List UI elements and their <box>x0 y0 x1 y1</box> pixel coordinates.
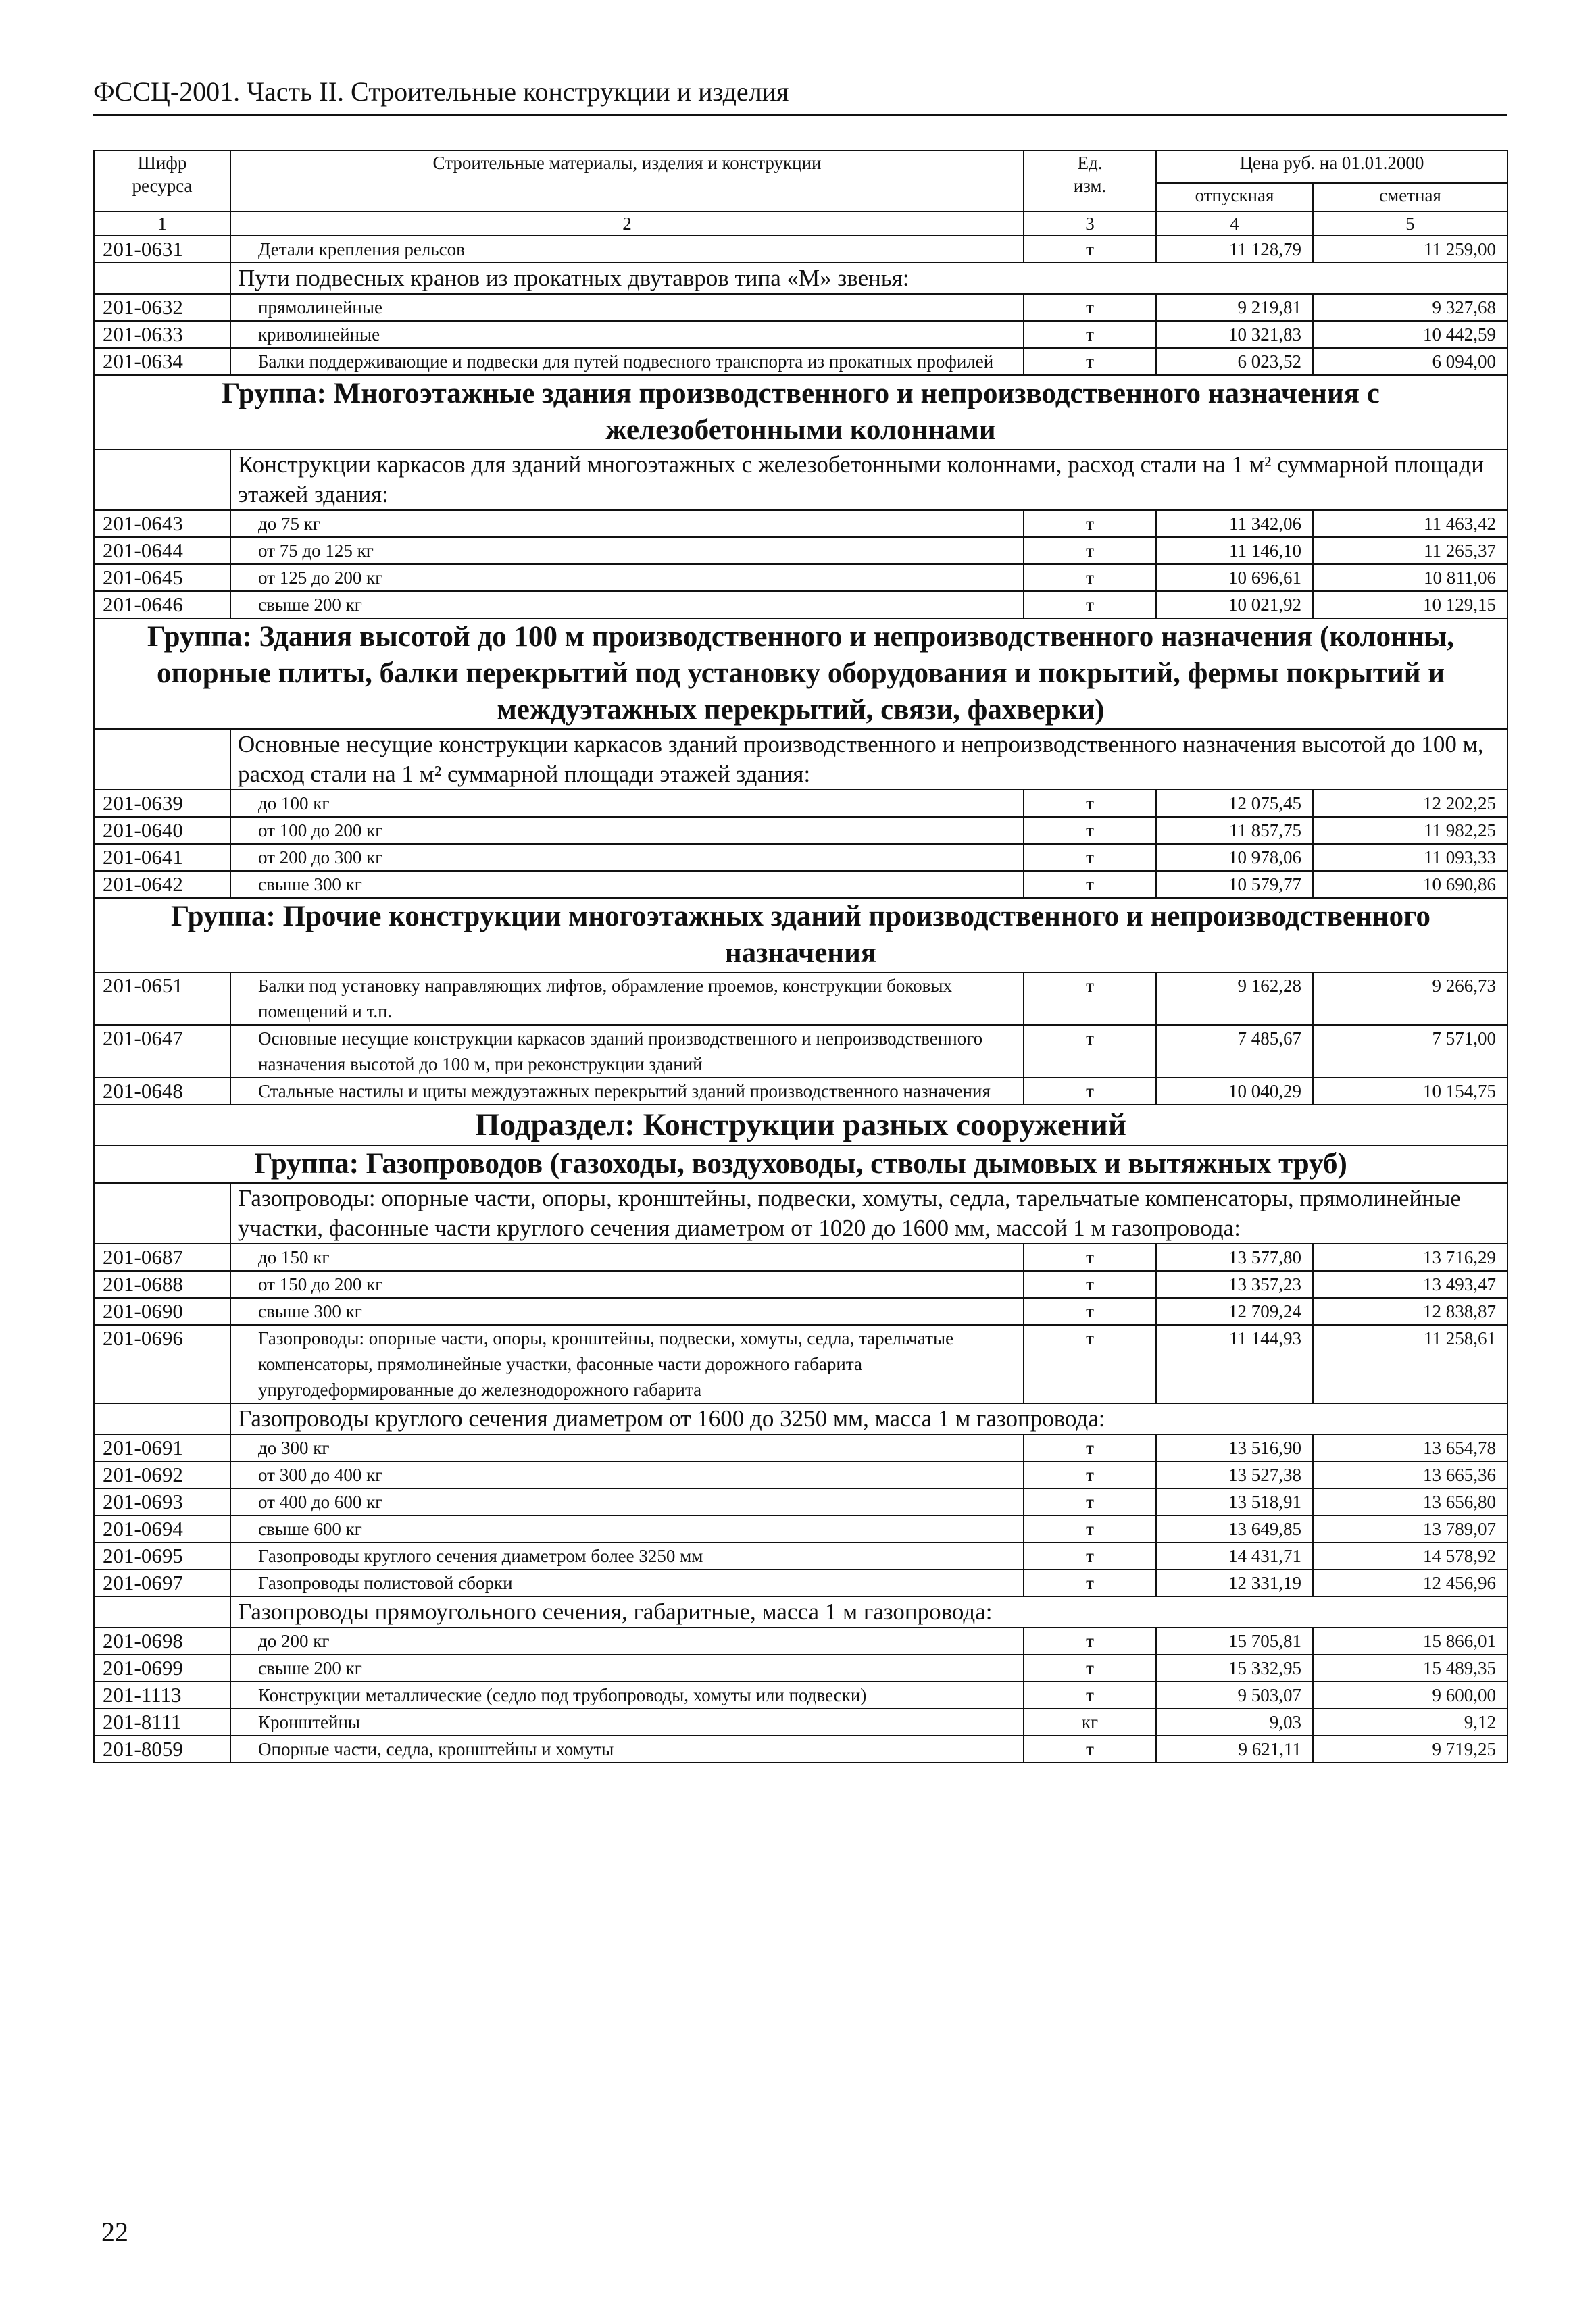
table-row <box>94 564 1507 591</box>
estimate-price: 11 093,33 <box>1313 844 1507 871</box>
unit: т <box>1024 1488 1156 1515</box>
table-row <box>94 1434 1507 1461</box>
unit: т <box>1024 348 1156 375</box>
release-price: 11 144,93 <box>1156 1325 1313 1403</box>
resource-code: 201-0645 <box>94 564 230 591</box>
resource-code: 201-0687 <box>94 1244 230 1271</box>
table-row <box>94 1709 1507 1736</box>
item-name: от 300 до 400 кг <box>230 1461 1024 1488</box>
release-price: 9,03 <box>1156 1709 1313 1736</box>
estimate-price: 11 258,61 <box>1313 1325 1507 1403</box>
release-price: 7 485,67 <box>1156 1025 1313 1078</box>
unit: т <box>1024 844 1156 871</box>
resource-code: 201-0641 <box>94 844 230 871</box>
caption-code-cell <box>94 1596 230 1628</box>
estimate-price: 13 654,78 <box>1313 1434 1507 1461</box>
table-row <box>94 1244 1507 1271</box>
table-row <box>94 294 1507 321</box>
release-price: 10 021,92 <box>1156 591 1313 618</box>
release-price: 14 431,71 <box>1156 1542 1313 1569</box>
subsection-heading-row <box>94 1105 1507 1145</box>
item-name: Газопроводы: опорные части, опоры, кронштейны, подвески, хомуты, седла, тарельчатые компенсаторы, прямолинейные участки, фасонные части дорожного габарита упругодеформированные до железнодорожного габарита <box>230 1325 1024 1403</box>
item-name: до 200 кг <box>230 1628 1024 1655</box>
header-price: Цена руб. на 01.01.2000 <box>1156 151 1507 183</box>
resource-code: 201-0696 <box>94 1325 230 1403</box>
item-name: прямолинейные <box>230 294 1024 321</box>
table-column-numbers <box>94 211 1507 236</box>
header-unit-line1: Ед. <box>1077 153 1103 173</box>
estimate-price: 10 690,86 <box>1313 871 1507 898</box>
unit: т <box>1024 790 1156 817</box>
table-row <box>94 1682 1507 1709</box>
release-price: 13 516,90 <box>1156 1434 1313 1461</box>
subsection-heading: Подраздел: Конструкции разных сооружений <box>94 1105 1507 1145</box>
group-heading-row <box>94 1145 1507 1183</box>
header-name: Строительные материалы, изделия и конструкции <box>230 151 1024 211</box>
release-price: 15 332,95 <box>1156 1655 1313 1682</box>
release-price: 15 705,81 <box>1156 1628 1313 1655</box>
estimate-price: 10 811,06 <box>1313 564 1507 591</box>
caption-row <box>94 263 1507 294</box>
resource-code: 201-0640 <box>94 817 230 844</box>
table-row <box>94 1542 1507 1569</box>
group-heading-row <box>94 618 1507 729</box>
release-price: 11 128,79 <box>1156 236 1313 263</box>
item-name: до 300 кг <box>230 1434 1024 1461</box>
estimate-price: 11 265,37 <box>1313 537 1507 564</box>
resource-code: 201-0648 <box>94 1078 230 1105</box>
estimate-price: 13 716,29 <box>1313 1244 1507 1271</box>
resource-code: 201-0698 <box>94 1628 230 1655</box>
table-row <box>94 844 1507 871</box>
estimate-price: 11 463,42 <box>1313 510 1507 537</box>
unit: т <box>1024 236 1156 263</box>
resource-code: 201-0691 <box>94 1434 230 1461</box>
resource-code: 201-0647 <box>94 1025 230 1078</box>
group-heading-row <box>94 375 1507 449</box>
unit: т <box>1024 1244 1156 1271</box>
header-unit <box>1024 151 1156 211</box>
resource-code: 201-0690 <box>94 1298 230 1325</box>
item-name: Детали крепления рельсов <box>230 236 1024 263</box>
estimate-price: 15 866,01 <box>1313 1628 1507 1655</box>
release-price: 12 075,45 <box>1156 790 1313 817</box>
column-number-5: 5 <box>1313 211 1507 236</box>
table-row <box>94 790 1507 817</box>
item-name: Газопроводы круглого сечения диаметром более 3250 мм <box>230 1542 1024 1569</box>
resource-code: 201-0688 <box>94 1271 230 1298</box>
item-name: Стальные настилы и щиты междуэтажных перекрытий зданий производственного назначения <box>230 1078 1024 1105</box>
item-name: Балки под установку направляющих лифтов, обрамление проемов, конструкции боковых помещений и т.п. <box>230 972 1024 1025</box>
release-price: 13 577,80 <box>1156 1244 1313 1271</box>
estimate-price: 9 600,00 <box>1313 1682 1507 1709</box>
caption-text: Газопроводы прямоугольного сечения, габаритные, масса 1 м газопровода: <box>230 1596 1507 1628</box>
table-row <box>94 1569 1507 1596</box>
release-price: 10 040,29 <box>1156 1078 1313 1105</box>
estimate-price: 13 789,07 <box>1313 1515 1507 1542</box>
item-name: от 200 до 300 кг <box>230 844 1024 871</box>
release-price: 13 527,38 <box>1156 1461 1313 1488</box>
resource-code: 201-0634 <box>94 348 230 375</box>
caption-row <box>94 1183 1507 1244</box>
resource-code: 201-0643 <box>94 510 230 537</box>
release-price: 10 978,06 <box>1156 844 1313 871</box>
resource-code: 201-0694 <box>94 1515 230 1542</box>
unit: т <box>1024 1569 1156 1596</box>
item-name: Газопроводы полистовой сборки <box>230 1569 1024 1596</box>
table-row <box>94 871 1507 898</box>
price-table <box>93 150 1508 1763</box>
unit: т <box>1024 564 1156 591</box>
item-name: Основные несущие конструкции каркасов зданий производственного и непроизводственного назначения высотой до 100 м, при реконструкции зданий <box>230 1025 1024 1078</box>
resource-code: 201-0651 <box>94 972 230 1025</box>
release-price: 11 342,06 <box>1156 510 1313 537</box>
item-name: от 400 до 600 кг <box>230 1488 1024 1515</box>
unit: т <box>1024 1655 1156 1682</box>
item-name: от 150 до 200 кг <box>230 1271 1024 1298</box>
table-row <box>94 1655 1507 1682</box>
table-row <box>94 510 1507 537</box>
group-heading: Группа: Многоэтажные здания производственного и непроизводственного назначения с железобетонными колоннами <box>94 375 1507 449</box>
estimate-price: 11 982,25 <box>1313 817 1507 844</box>
item-name: от 100 до 200 кг <box>230 817 1024 844</box>
table-row <box>94 972 1507 1025</box>
resource-code: 201-0644 <box>94 537 230 564</box>
item-name: до 150 кг <box>230 1244 1024 1271</box>
release-price: 9 503,07 <box>1156 1682 1313 1709</box>
table-row <box>94 1736 1507 1763</box>
estimate-price: 13 493,47 <box>1313 1271 1507 1298</box>
caption-text: Основные несущие конструкции каркасов зданий производственного и непроизводственного назначения высотой до 100 м, расход стали на 1 м² суммарной площади этажей здания: <box>230 729 1507 790</box>
table-row <box>94 1515 1507 1542</box>
header-release: отпускная <box>1156 183 1313 211</box>
caption-row <box>94 1596 1507 1628</box>
caption-code-cell <box>94 449 230 510</box>
resource-code: 201-0697 <box>94 1569 230 1596</box>
estimate-price: 11 259,00 <box>1313 236 1507 263</box>
table-row <box>94 1461 1507 1488</box>
group-heading: Группа: Газопроводов (газоходы, воздуховоды, стволы дымовых и вытяжных труб) <box>94 1145 1507 1183</box>
release-price: 10 696,61 <box>1156 564 1313 591</box>
group-heading: Группа: Прочие конструкции многоэтажных зданий производственного и непроизводственного назначения <box>94 898 1507 972</box>
table-header-row <box>94 151 1507 183</box>
estimate-price: 15 489,35 <box>1313 1655 1507 1682</box>
resource-code: 201-0646 <box>94 591 230 618</box>
caption-code-cell <box>94 1183 230 1244</box>
release-price: 11 857,75 <box>1156 817 1313 844</box>
unit: т <box>1024 591 1156 618</box>
table-row <box>94 348 1507 375</box>
column-number-3: 3 <box>1024 211 1156 236</box>
table-row <box>94 1628 1507 1655</box>
resource-code: 201-0692 <box>94 1461 230 1488</box>
estimate-price: 9 266,73 <box>1313 972 1507 1025</box>
item-name: криволинейные <box>230 321 1024 348</box>
unit: т <box>1024 1434 1156 1461</box>
resource-code: 201-0693 <box>94 1488 230 1515</box>
table-row <box>94 1488 1507 1515</box>
estimate-price: 14 578,92 <box>1313 1542 1507 1569</box>
caption-row <box>94 729 1507 790</box>
header-unit-line2: изм. <box>1073 176 1107 196</box>
unit: т <box>1024 871 1156 898</box>
table-row <box>94 537 1507 564</box>
header-code-line2: ресурса <box>132 176 193 196</box>
estimate-price: 9 719,25 <box>1313 1736 1507 1763</box>
caption-text: Газопроводы: опорные части, опоры, кронштейны, подвески, хомуты, седла, тарельчатые компенсаторы, прямолинейные участки, фасонные части круглого сечения диаметром от 1020 до 1600 мм, массой 1 м газопровода: <box>230 1183 1507 1244</box>
item-name: Конструкции металлические (седло под трубопроводы, хомуты или подвески) <box>230 1682 1024 1709</box>
caption-text: Конструкции каркасов для зданий многоэтажных с железобетонными колоннами, расход стали на 1 м² суммарной площади этажей здания: <box>230 449 1507 510</box>
release-price: 13 518,91 <box>1156 1488 1313 1515</box>
item-name: Кронштейны <box>230 1709 1024 1736</box>
unit: т <box>1024 1325 1156 1403</box>
column-number-1: 1 <box>94 211 230 236</box>
caption-row <box>94 1403 1507 1434</box>
estimate-price: 7 571,00 <box>1313 1025 1507 1078</box>
unit: т <box>1024 1025 1156 1078</box>
item-name: до 100 кг <box>230 790 1024 817</box>
group-heading: Группа: Здания высотой до 100 м производственного и непроизводственного назначения (колонны, опорные плиты, балки перекрытий под установку оборудования и покрытий, фермы покрытий и междуэтажных перекрытий, связи, фахверки) <box>94 618 1507 729</box>
item-name: свыше 200 кг <box>230 1655 1024 1682</box>
caption-code-cell <box>94 1403 230 1434</box>
release-price: 13 649,85 <box>1156 1515 1313 1542</box>
unit: т <box>1024 1736 1156 1763</box>
table-row <box>94 1078 1507 1105</box>
caption-code-cell <box>94 729 230 790</box>
caption-text: Газопроводы круглого сечения диаметром от 1600 до 3250 мм, масса 1 м газопровода: <box>230 1403 1507 1434</box>
item-name: Балки поддерживающие и подвески для путей подвесного транспорта из прокатных профилей <box>230 348 1024 375</box>
estimate-price: 6 094,00 <box>1313 348 1507 375</box>
release-price: 12 709,24 <box>1156 1298 1313 1325</box>
unit: т <box>1024 1078 1156 1105</box>
estimate-price: 12 456,96 <box>1313 1569 1507 1596</box>
unit: т <box>1024 1298 1156 1325</box>
group-heading-row <box>94 898 1507 972</box>
resource-code: 201-8111 <box>94 1709 230 1736</box>
estimate-price: 12 838,87 <box>1313 1298 1507 1325</box>
estimate-price: 12 202,25 <box>1313 790 1507 817</box>
caption-code-cell <box>94 263 230 294</box>
item-name: свыше 300 кг <box>230 871 1024 898</box>
table-row <box>94 1025 1507 1078</box>
estimate-price: 10 442,59 <box>1313 321 1507 348</box>
item-name: свыше 200 кг <box>230 591 1024 618</box>
unit: т <box>1024 321 1156 348</box>
release-price: 9 162,28 <box>1156 972 1313 1025</box>
header-estimate: сметная <box>1313 183 1507 211</box>
page-header: ФССЦ-2001. Часть II. Строительные конструкции и изделия <box>93 76 1507 116</box>
estimate-price: 13 656,80 <box>1313 1488 1507 1515</box>
unit: т <box>1024 1271 1156 1298</box>
header-code <box>94 151 230 211</box>
unit: кг <box>1024 1709 1156 1736</box>
item-name: до 75 кг <box>230 510 1024 537</box>
resource-code: 201-0632 <box>94 294 230 321</box>
estimate-price: 10 129,15 <box>1313 591 1507 618</box>
resource-code: 201-0699 <box>94 1655 230 1682</box>
unit: т <box>1024 1682 1156 1709</box>
release-price: 10 579,77 <box>1156 871 1313 898</box>
resource-code: 201-0631 <box>94 236 230 263</box>
release-price: 12 331,19 <box>1156 1569 1313 1596</box>
release-price: 6 023,52 <box>1156 348 1313 375</box>
caption-row <box>94 449 1507 510</box>
resource-code: 201-0639 <box>94 790 230 817</box>
estimate-price: 13 665,36 <box>1313 1461 1507 1488</box>
caption-text: Пути подвесных кранов из прокатных двутавров типа «М» звенья: <box>230 263 1507 294</box>
unit: т <box>1024 1461 1156 1488</box>
header-code-line1: Шифр <box>137 153 187 173</box>
release-price: 9 621,11 <box>1156 1736 1313 1763</box>
table-row <box>94 1325 1507 1403</box>
unit: т <box>1024 1628 1156 1655</box>
estimate-price: 10 154,75 <box>1313 1078 1507 1105</box>
item-name: Опорные части, седла, кронштейны и хомуты <box>230 1736 1024 1763</box>
table-row <box>94 321 1507 348</box>
release-price: 10 321,83 <box>1156 321 1313 348</box>
table-row <box>94 1298 1507 1325</box>
item-name: от 125 до 200 кг <box>230 564 1024 591</box>
page-number: 22 <box>101 2217 128 2247</box>
estimate-price: 9,12 <box>1313 1709 1507 1736</box>
release-price: 11 146,10 <box>1156 537 1313 564</box>
resource-code: 201-8059 <box>94 1736 230 1763</box>
release-price: 13 357,23 <box>1156 1271 1313 1298</box>
unit: т <box>1024 510 1156 537</box>
table-row <box>94 1271 1507 1298</box>
unit: т <box>1024 294 1156 321</box>
unit: т <box>1024 1542 1156 1569</box>
column-number-2: 2 <box>230 211 1024 236</box>
item-name: свыше 600 кг <box>230 1515 1024 1542</box>
resource-code: 201-1113 <box>94 1682 230 1709</box>
table-row <box>94 817 1507 844</box>
estimate-price: 9 327,68 <box>1313 294 1507 321</box>
table-row <box>94 591 1507 618</box>
unit: т <box>1024 537 1156 564</box>
resource-code: 201-0642 <box>94 871 230 898</box>
resource-code: 201-0633 <box>94 321 230 348</box>
item-name: свыше 300 кг <box>230 1298 1024 1325</box>
unit: т <box>1024 1515 1156 1542</box>
column-number-4: 4 <box>1156 211 1313 236</box>
unit: т <box>1024 972 1156 1025</box>
resource-code: 201-0695 <box>94 1542 230 1569</box>
item-name: от 75 до 125 кг <box>230 537 1024 564</box>
table-row <box>94 236 1507 263</box>
release-price: 9 219,81 <box>1156 294 1313 321</box>
unit: т <box>1024 817 1156 844</box>
